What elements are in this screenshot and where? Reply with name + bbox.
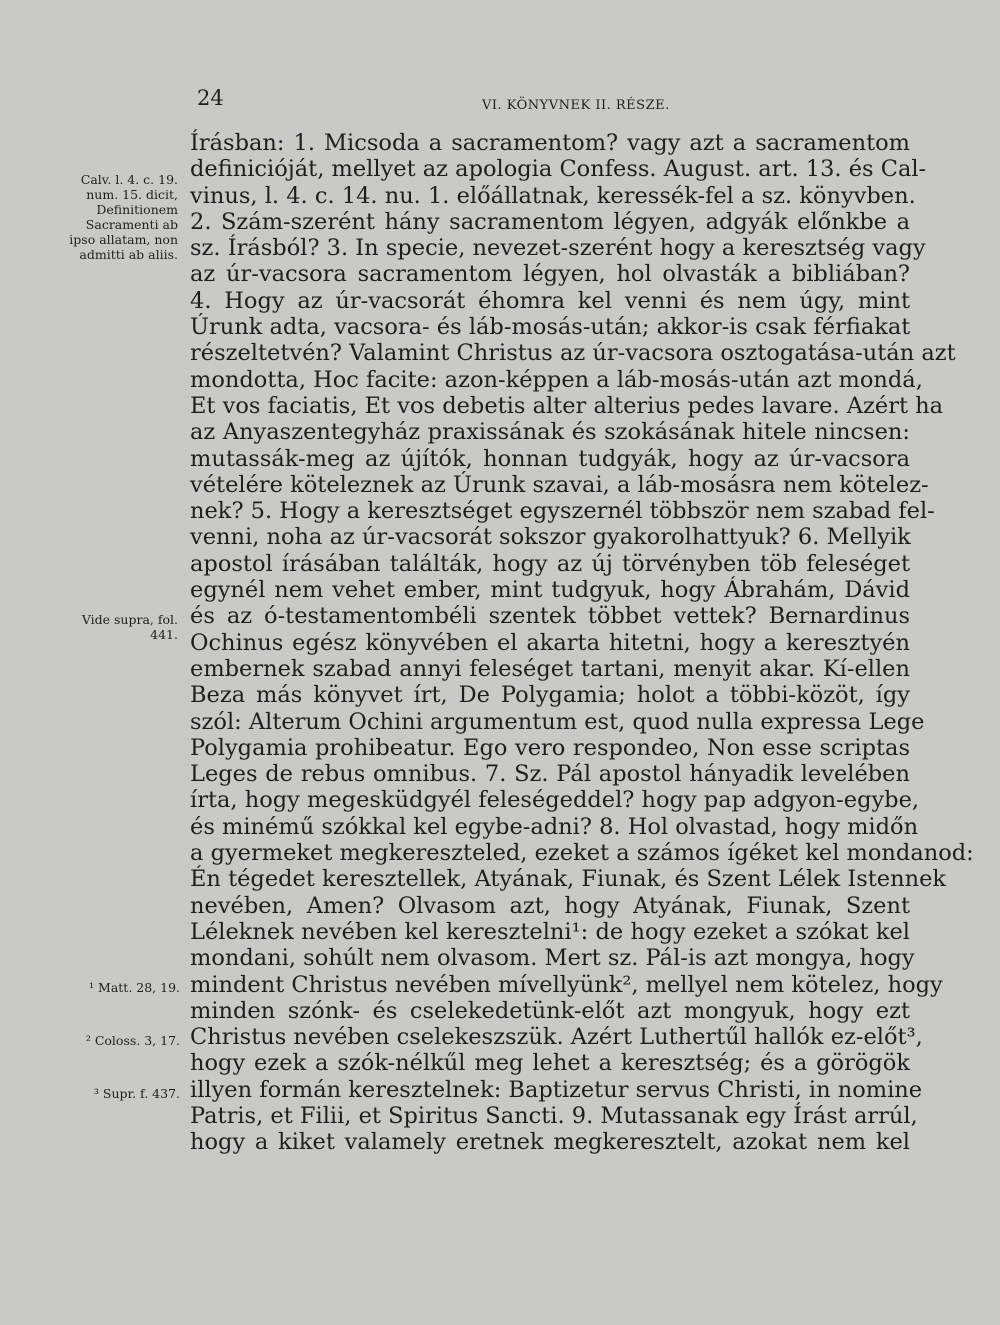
text-line: Léleknek nevében kel keresztelni¹: de hogy ezeket a szókat kel bbox=[190, 918, 910, 945]
text-line: írta, hogy megesküdgyél feleségeddel? hogy pap adgyon-egybe, bbox=[190, 787, 920, 814]
text-line: mondotta, Hoc facite: azon-képpen a láb-mosás-után azt mondá, bbox=[190, 366, 923, 393]
text-line: az úr-vacsora sacramentom légyen, hol olvasták a bibliában? bbox=[190, 261, 910, 288]
text-line: egynél nem vehet ember, mint tudgyuk, hogy Ábrahám, Dávid bbox=[190, 577, 910, 604]
text-line: hogy a kiket valamely eretnek megkeresztelt, azokat nem kel bbox=[190, 1129, 910, 1156]
text-line: definicióját, mellyet az apologia Confess. August. art. 13. és Cal- bbox=[190, 156, 927, 183]
text-line: 2. Szám-szerént hány sacramentom légyen, adgyák előnkbe a bbox=[190, 208, 910, 235]
text-line: és az ó-testamentombéli szentek többet vettek? Bernardinus bbox=[190, 603, 910, 630]
text-line: illyen formán keresztelnek: Baptizetur servus Christi, in nomine bbox=[190, 1076, 923, 1103]
text-line: részeltetvén? Valamint Christus az úr-vacsora osztogatása-után azt bbox=[190, 340, 956, 367]
text-line: Patris, et Filii, et Spiritus Sancti. 9. Mutassanak egy Írást arrúl, bbox=[190, 1102, 918, 1129]
text-line: Ochinus egész könyvében el akarta hitetni, hogy a keresztyén bbox=[190, 629, 910, 656]
text-line: nevében, Amen? Olvasom azt, hogy Atyának, Fiunak, Szent bbox=[190, 892, 910, 919]
margin-note: Vide supra, fol. 441. bbox=[81, 612, 178, 642]
margin-note: ¹ Matt. 28, 19. bbox=[89, 980, 180, 995]
text-line: venni, noha az úr-vacsorát sokszor gyakorolhattyuk? 6. Mellyik bbox=[190, 524, 911, 551]
text-line: Et vos faciatis, Et vos debetis alter alterius pedes lavare. Azért ha bbox=[190, 392, 944, 419]
text-line: nek? 5. Hogy a keresztséget egyszernél többször nem szabad fel- bbox=[190, 498, 935, 525]
text-line: az Anyaszentegyház praxissának és szokásának hitele nincsen: bbox=[190, 419, 910, 446]
text-line: vételére köteleznek az Úrunk szavai, a láb-mosásra nem kötelez- bbox=[190, 471, 929, 498]
text-line: hogy ezek a szók-nélkűl meg lehet a keresztség; és a görögök bbox=[190, 1050, 910, 1077]
text-line: Úrunk adta, vacsora- és láb-mosás-után; akkor-is csak férfiakat bbox=[190, 314, 911, 341]
text-line: vinus, l. 4. c. 14. nu. 1. előállatnak, keressék-fel a sz. könyvben. bbox=[190, 182, 916, 209]
text-line: Polygamia prohibeatur. Ego vero respondeo, Non esse scriptas bbox=[190, 734, 910, 761]
text-line: 4. Hogy az úr-vacsorát éhomra kel venni és nem úgy, mint bbox=[190, 287, 910, 314]
text-line: minden szónk- és cselekedetünk-előt azt mongyuk, hogy ezt bbox=[190, 997, 910, 1024]
text-line: Leges de rebus omnibus. 7. Sz. Pál apostol hányadik levelében bbox=[190, 761, 910, 788]
margin-note: Calv. l. 4. c. 19. num. 15. dicit, Definitionem Sacramenti ab ipso allatam, non admitti ab aliis. bbox=[69, 172, 178, 262]
text-line: Én tégedet keresztellek, Atyának, Fiunak, és Szent Lélek Istennek bbox=[190, 866, 947, 893]
text-line: embernek szabad annyi feleséget tartani, menyit akar. Kí-ellen bbox=[190, 655, 910, 682]
text-line: Írásban: 1. Micsoda a sacramentom? vagy azt a sacramentom bbox=[190, 130, 910, 156]
text-line: mutassák-meg az újítók, honnan tudgyák, hogy az úr-vacsora bbox=[190, 445, 910, 472]
text-line: apostol írásában találták, hogy az új törvényben töb feleséget bbox=[190, 550, 910, 577]
text-line: szól: Alterum Ochini argumentum est, quod nulla expressa Lege bbox=[190, 708, 925, 735]
text-line: a gyermeket megkereszteled, ezeket a számos ígéket kel mondanod: bbox=[190, 840, 974, 867]
page-number: 24 bbox=[197, 86, 224, 110]
margin-note: ² Coloss. 3, 17. bbox=[85, 1033, 180, 1048]
margin-note: ³ Supr. f. 437. bbox=[93, 1086, 180, 1101]
text-line: és minémű szókkal kel egybe-adni? 8. Hol olvastad, hogy midőn bbox=[190, 813, 919, 840]
body-text bbox=[190, 130, 974, 1156]
text-line: Christus nevében cselekeszszük. Azért Luthertűl hallók ez-előt³, bbox=[190, 1024, 923, 1051]
text-line: Beza más könyvet írt, De Polygamia; holot a többi-közöt, így bbox=[190, 682, 910, 709]
text-line: sz. Írásból? 3. In specie, nevezet-szerént hogy a keresztség vagy bbox=[190, 235, 926, 262]
text-line: mondani, sohúlt nem olvasom. Mert sz. Pál-is azt mongya, hogy bbox=[190, 945, 915, 972]
running-head: VI. KÖNYVNEK II. RÉSZE. bbox=[482, 98, 670, 113]
text-line: mindent Christus nevében mívellyünk², mellyel nem kötelez, hogy bbox=[190, 971, 943, 998]
